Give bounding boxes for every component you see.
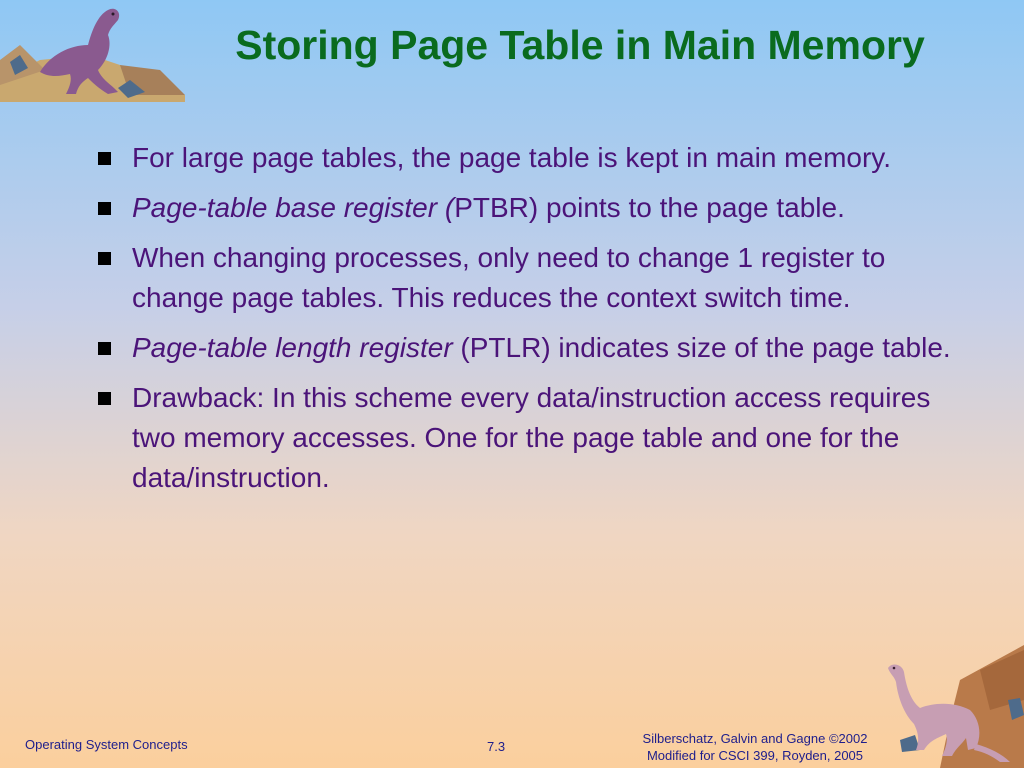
- square-bullet-icon: [98, 342, 111, 355]
- slide-title: Storing Page Table in Main Memory: [235, 22, 925, 68]
- footer-slide-number: 7.3: [487, 739, 506, 754]
- bullet-text-part: For large page tables, the page table is kept in main memory.: [132, 142, 891, 173]
- footer-course-title: Operating System Concepts: [25, 737, 188, 752]
- bullet-text-part: When changing processes, only need to change 1 register to change page tables. This reduces the context switch time.: [132, 242, 886, 313]
- square-bullet-icon: [98, 152, 111, 165]
- footer-credits-line: Modified for CSCI 399, Royden, 2005: [646, 748, 864, 763]
- bullet-text-part: Page-table length register: [132, 332, 453, 363]
- bullet-text-part: Page-table base register (: [132, 192, 455, 223]
- bullet-text-part: (PTLR) indicates size of the page table.: [452, 332, 951, 363]
- bullet-item: [96, 238, 966, 318]
- square-bullet-icon: [98, 202, 111, 215]
- footer-credits-line: Silberschatz, Galvin and Gagne ©2002: [642, 731, 868, 746]
- square-bullet-icon: [98, 252, 111, 265]
- bullet-item: [96, 328, 966, 368]
- footer-credits: [620, 730, 890, 764]
- bullet-item: [96, 378, 966, 498]
- dinosaur-bottom-right-icon: [880, 640, 1024, 768]
- square-bullet-icon: [98, 392, 111, 405]
- bullet-item: [96, 138, 966, 178]
- bullet-item: [96, 188, 966, 228]
- bullet-text-part: PTBR) points to the page table.: [454, 192, 845, 223]
- bullet-list: [96, 138, 966, 508]
- bullet-text-part: Drawback: In this scheme every data/instruction access requires two memory accesses. One for the page table and one for the data/instruction.: [132, 382, 931, 493]
